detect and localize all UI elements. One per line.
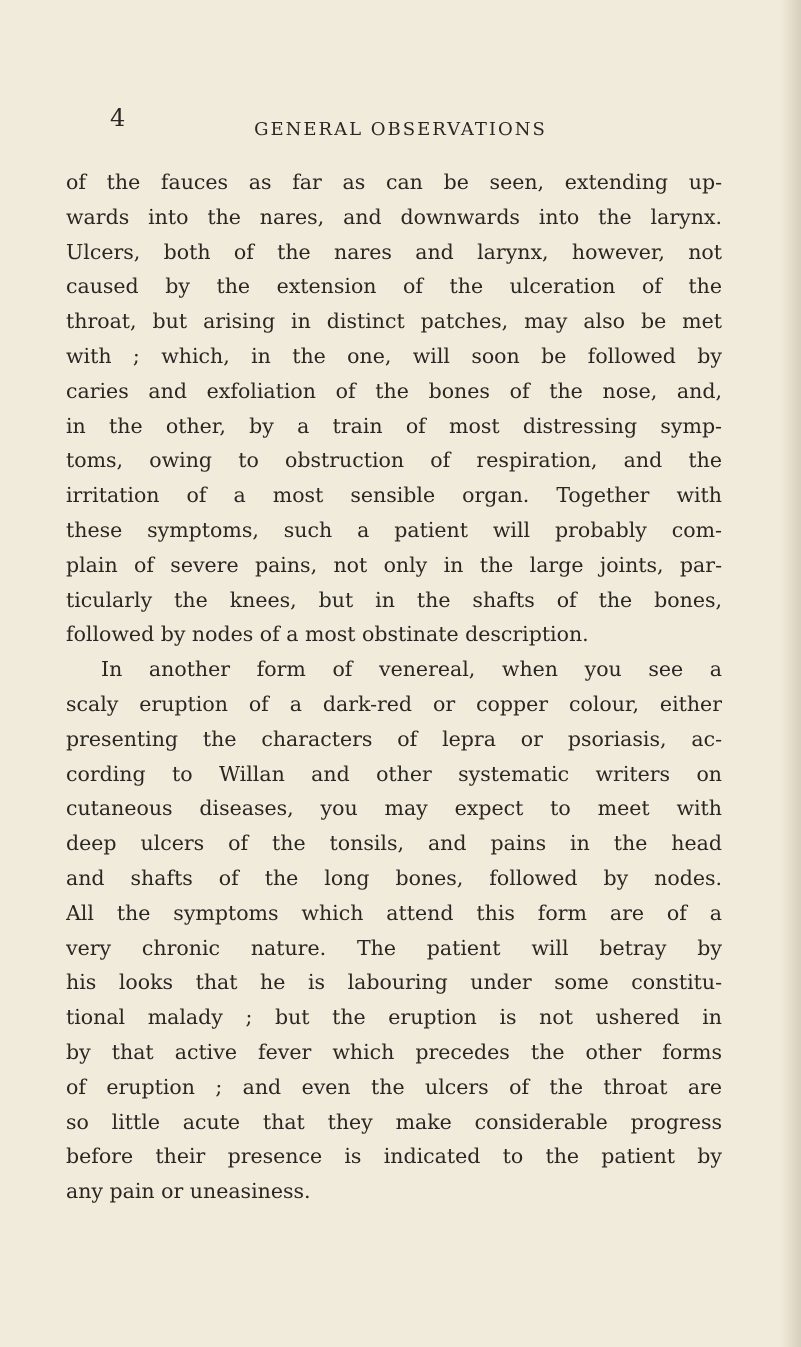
running-title: GENERAL OBSERVATIONS <box>254 119 547 140</box>
text-line: irritation of a most sensible organ. Together with <box>66 483 722 508</box>
text-line: cutaneous diseases, you may expect to meet with <box>66 796 722 821</box>
text-line: toms, owing to obstruction of respiration, and the <box>66 448 722 473</box>
text-line: so little acute that they make considerable progress <box>66 1109 722 1134</box>
text-line: and shafts of the long bones, followed by nodes. <box>66 865 722 890</box>
text-line: caused by the extension of the ulceration of the <box>66 274 722 299</box>
text-line: Ulcers, both of the nares and larynx, however, not <box>66 239 722 264</box>
text-line: of the fauces as far as can be seen, extending up- <box>66 170 722 194</box>
text-line: caries and exfoliation of the bones of the nose, and, <box>66 378 722 403</box>
text-line: followed by nodes of a most obstinate description. <box>66 622 589 647</box>
text-line: scaly eruption of a dark-red or copper colour, either <box>66 691 722 716</box>
text-line: All the symptoms which attend this form are of a <box>66 900 722 925</box>
text-line: ticularly the knees, but in the shafts of the bones, <box>66 587 722 612</box>
text-line: before their presence is indicated to the patient by <box>66 1144 722 1169</box>
text-line: presenting the characters of lepra or psoriasis, ac- <box>66 726 722 751</box>
text-line: with ; which, in the one, will soon be followed by <box>66 343 722 368</box>
text-line: his looks that he is labouring under some constitu- <box>66 970 722 995</box>
text-line: plain of severe pains, not only in the large joints, par- <box>66 552 722 577</box>
text-line: these symptoms, such a patient will probably com- <box>66 517 722 542</box>
text-line: cording to Willan and other systematic writers on <box>66 761 722 786</box>
page-number: 4 <box>110 104 126 132</box>
text-line: throat, but arising in distinct patches, may also be met <box>66 309 722 334</box>
text-line: wards into the nares, and downwards into the larynx. <box>66 204 722 229</box>
text-line: deep ulcers of the tonsils, and pains in the head <box>66 831 722 856</box>
paragraph-start-line: In another form of venereal, when you see a <box>101 657 722 682</box>
text-line: any pain or uneasiness. <box>66 1179 311 1204</box>
text-line: very chronic nature. The patient will betray by <box>66 935 722 960</box>
text-line: tional malady ; but the eruption is not ushered in <box>66 1005 722 1030</box>
text-line: of eruption ; and even the ulcers of the throat are <box>66 1074 722 1099</box>
text-line: in the other, by a train of most distressing symp- <box>66 413 722 438</box>
page-header <box>0 104 801 152</box>
text-line: by that active fever which precedes the other forms <box>66 1039 722 1064</box>
body-text <box>66 165 722 1209</box>
